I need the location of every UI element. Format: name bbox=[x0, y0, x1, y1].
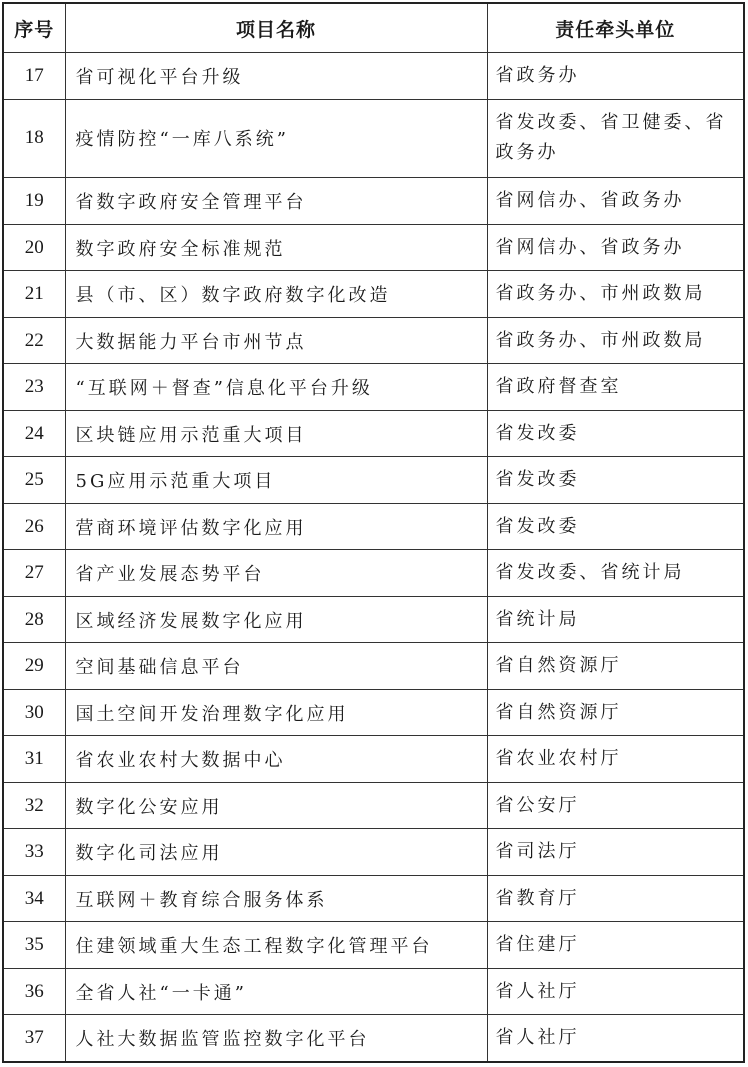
project-name: 营商环境评估数字化应用 bbox=[65, 503, 487, 550]
table-row bbox=[4, 875, 743, 922]
row-number: 33 bbox=[4, 829, 65, 876]
responsible-unit: 省网信办、省政务办 bbox=[487, 178, 743, 225]
row-number: 17 bbox=[4, 53, 65, 100]
responsible-unit: 省人社厅 bbox=[487, 1015, 743, 1061]
table-row bbox=[4, 922, 743, 969]
project-name: 县（市、区）数字政府数字化改造 bbox=[65, 271, 487, 318]
project-name: 省数字政府安全管理平台 bbox=[65, 178, 487, 225]
responsible-unit: 省发改委 bbox=[487, 457, 743, 504]
row-number: 30 bbox=[4, 689, 65, 736]
responsible-unit: 省农业农村厅 bbox=[487, 736, 743, 783]
row-number: 28 bbox=[4, 596, 65, 643]
project-name: 省农业农村大数据中心 bbox=[65, 736, 487, 783]
table-row bbox=[4, 689, 743, 736]
project-name: 国土空间开发治理数字化应用 bbox=[65, 689, 487, 736]
project-name: 数字政府安全标准规范 bbox=[65, 224, 487, 271]
table-row bbox=[4, 643, 743, 690]
table-body bbox=[4, 53, 743, 1062]
project-name: 省产业发展态势平台 bbox=[65, 550, 487, 597]
header-unit: 责任牵头单位 bbox=[487, 4, 743, 53]
table-row bbox=[4, 364, 743, 411]
responsible-unit: 省公安厅 bbox=[487, 782, 743, 829]
responsible-unit: 省司法厅 bbox=[487, 829, 743, 876]
table-row bbox=[4, 457, 743, 504]
table-row bbox=[4, 178, 743, 225]
project-table bbox=[4, 4, 743, 1061]
responsible-unit: 省发改委、省卫健委、省政务办 bbox=[487, 99, 743, 178]
responsible-unit: 省政府督查室 bbox=[487, 364, 743, 411]
project-name: 全省人社“一卡通” bbox=[65, 968, 487, 1015]
project-name: 住建领域重大生态工程数字化管理平台 bbox=[65, 922, 487, 969]
header-num: 序号 bbox=[4, 4, 65, 53]
project-name: 人社大数据监管监控数字化平台 bbox=[65, 1015, 487, 1061]
table-row bbox=[4, 829, 743, 876]
responsible-unit: 省政务办、市州政数局 bbox=[487, 317, 743, 364]
row-number: 29 bbox=[4, 643, 65, 690]
responsible-unit: 省发改委、省统计局 bbox=[487, 550, 743, 597]
table-row bbox=[4, 410, 743, 457]
responsible-unit: 省教育厅 bbox=[487, 875, 743, 922]
row-number: 37 bbox=[4, 1015, 65, 1061]
table-row bbox=[4, 271, 743, 318]
row-number: 36 bbox=[4, 968, 65, 1015]
project-table-container bbox=[2, 2, 745, 1063]
project-name: 省可视化平台升级 bbox=[65, 53, 487, 100]
responsible-unit: 省网信办、省政务办 bbox=[487, 224, 743, 271]
responsible-unit: 省政务办 bbox=[487, 53, 743, 100]
project-name: 互联网＋教育综合服务体系 bbox=[65, 875, 487, 922]
table-row bbox=[4, 782, 743, 829]
project-name: 疫情防控“一库八系统” bbox=[65, 99, 487, 178]
row-number: 19 bbox=[4, 178, 65, 225]
table-row bbox=[4, 99, 743, 178]
responsible-unit: 省自然资源厅 bbox=[487, 643, 743, 690]
table-row bbox=[4, 596, 743, 643]
table-row bbox=[4, 736, 743, 783]
row-number: 24 bbox=[4, 410, 65, 457]
table-row bbox=[4, 503, 743, 550]
responsible-unit: 省统计局 bbox=[487, 596, 743, 643]
row-number: 27 bbox=[4, 550, 65, 597]
table-row bbox=[4, 224, 743, 271]
responsible-unit: 省住建厅 bbox=[487, 922, 743, 969]
project-name: “互联网＋督查”信息化平台升级 bbox=[65, 364, 487, 411]
row-number: 32 bbox=[4, 782, 65, 829]
responsible-unit: 省政务办、市州政数局 bbox=[487, 271, 743, 318]
project-name: 5G应用示范重大项目 bbox=[65, 457, 487, 504]
row-number: 35 bbox=[4, 922, 65, 969]
responsible-unit: 省人社厅 bbox=[487, 968, 743, 1015]
row-number: 34 bbox=[4, 875, 65, 922]
row-number: 20 bbox=[4, 224, 65, 271]
project-name: 区域经济发展数字化应用 bbox=[65, 596, 487, 643]
row-number: 31 bbox=[4, 736, 65, 783]
table-row bbox=[4, 53, 743, 100]
project-name: 空间基础信息平台 bbox=[65, 643, 487, 690]
table-row bbox=[4, 968, 743, 1015]
row-number: 23 bbox=[4, 364, 65, 411]
project-name: 区块链应用示范重大项目 bbox=[65, 410, 487, 457]
row-number: 18 bbox=[4, 99, 65, 178]
project-name: 数字化司法应用 bbox=[65, 829, 487, 876]
project-name: 数字化公安应用 bbox=[65, 782, 487, 829]
row-number: 26 bbox=[4, 503, 65, 550]
project-name: 大数据能力平台市州节点 bbox=[65, 317, 487, 364]
responsible-unit: 省发改委 bbox=[487, 410, 743, 457]
responsible-unit: 省发改委 bbox=[487, 503, 743, 550]
table-row bbox=[4, 1015, 743, 1061]
row-number: 22 bbox=[4, 317, 65, 364]
row-number: 25 bbox=[4, 457, 65, 504]
header-name: 项目名称 bbox=[65, 4, 487, 53]
header-row bbox=[4, 4, 743, 53]
table-row bbox=[4, 550, 743, 597]
responsible-unit: 省自然资源厅 bbox=[487, 689, 743, 736]
table-row bbox=[4, 317, 743, 364]
row-number: 21 bbox=[4, 271, 65, 318]
